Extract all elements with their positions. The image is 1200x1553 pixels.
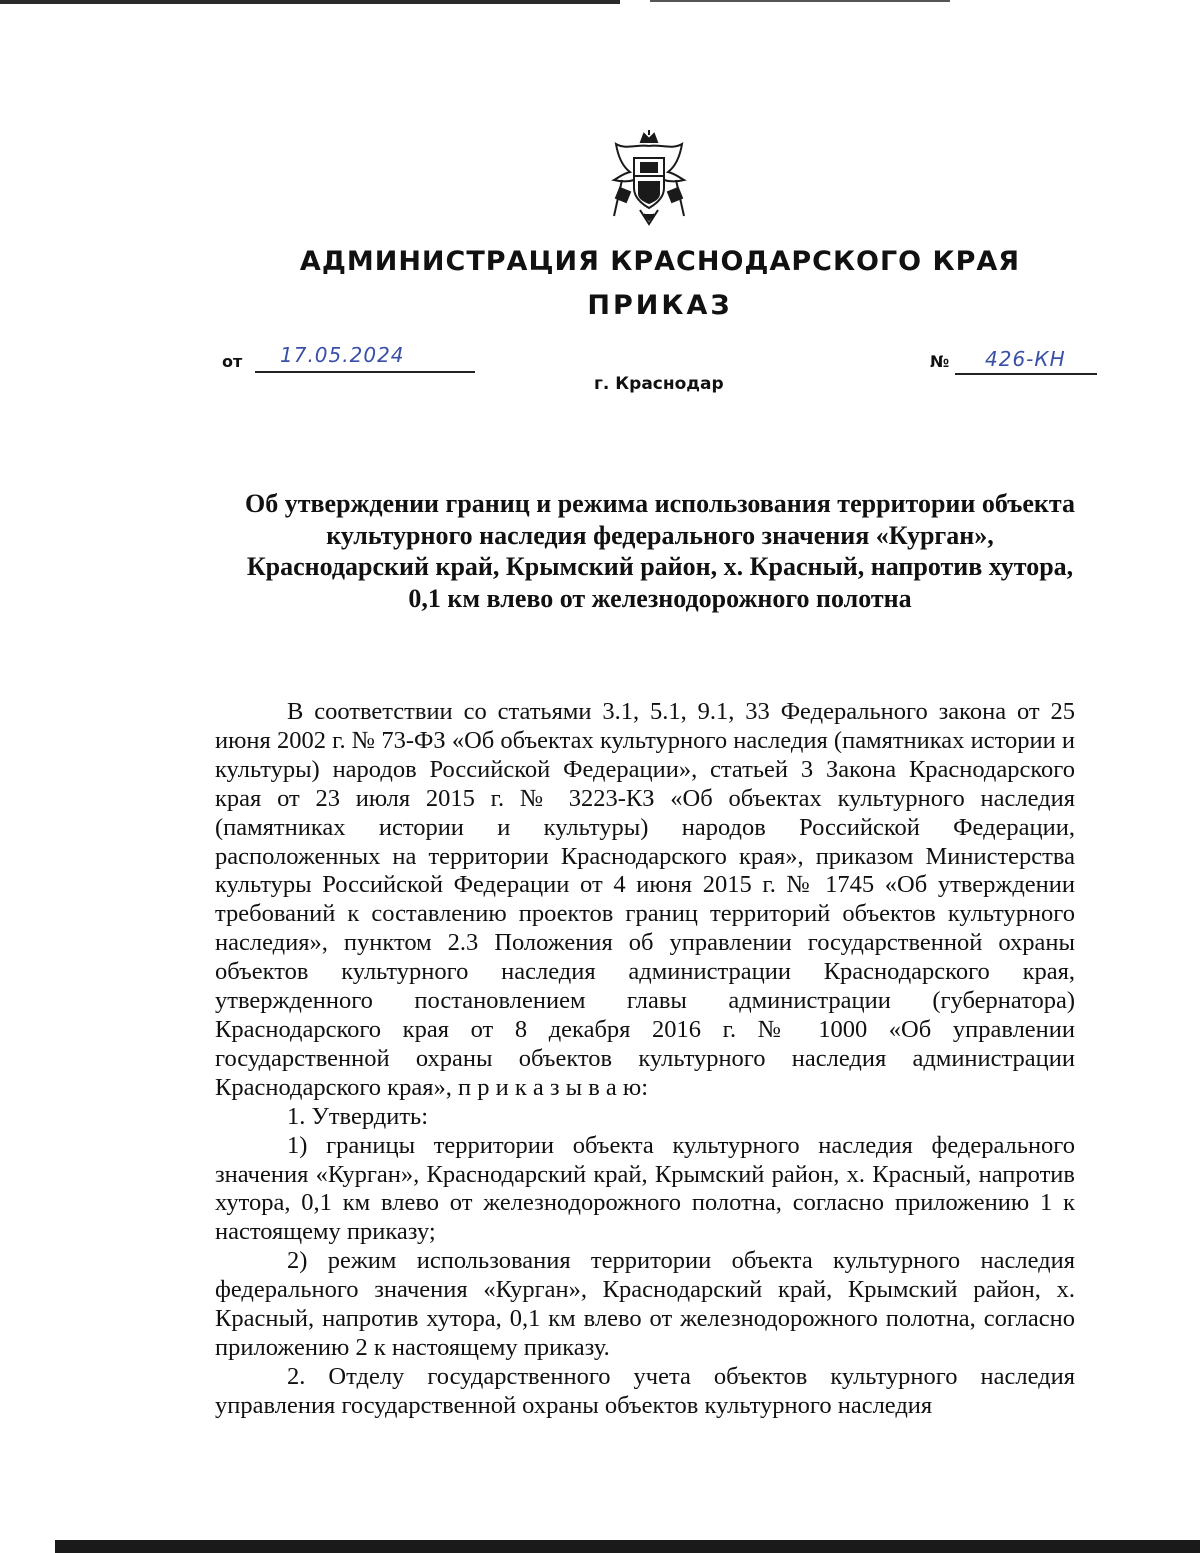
document-subject: Об утверждении границ и режима использования территории объекта культурного наследия федерального значения «Курган», Краснодарский край, Крымский район, х. Красный, напротив хутора, 0,1 км влево от железнодорожного полотна (245, 489, 1075, 613)
body-paragraph-item-2: 2. Отделу государственного учета объектов культурного наследия управления государственной охраны объектов культурного наследия (215, 1362, 1075, 1419)
coat-of-arms-icon (608, 130, 690, 226)
scan-edge-top (0, 0, 620, 4)
body-paragraph-preamble: В соответствии со статьями 3.1, 5.1, 9.1, 33 Федерального закона от 25 июня 2002 г. № 73-ФЗ «Об объектах культурного наследия (памятниках истории и культуры) народов Российской Федерации», статьей 3 Закона Краснодарского края от 23 июля 2015 г. № 3223-КЗ «Об объектах культурного наследия (памятниках истории и культуры) народов Российской Федерации, расположенных на территории Краснодарского края», приказом Министерства культуры Российской Федерации от 4 июня 2015 г. № 1745 «Об утверждении требований к составлению проектов границ территорий объектов культурного наследия», пунктом 2.3 Положения об управлении государственной охраны объектов культурного наследия администрации Краснодарского края, утвержденного постановлением главы администрации (губернатора) Краснодарского края от 8 декабря 2016 г. № 1000 «Об управлении государственной охраны объектов культурного наследия администрации Краснодарского края», п р и к а з ы в а ю: (215, 698, 1075, 1101)
city-name: г. Краснодар (594, 374, 724, 394)
scan-edge-bottom (55, 1540, 1200, 1553)
document-body (215, 698, 1075, 1421)
date-label: от (222, 352, 243, 371)
body-paragraph-item-1: 1. Утвердить: (287, 1102, 429, 1130)
handwritten-date: 17.05.2024 (280, 343, 405, 367)
organization-title: АДМИНИСТРАЦИЯ КРАСНОДАРСКОГО КРАЯ (299, 246, 1021, 277)
handwritten-number: 426-КН (985, 347, 1066, 371)
body-paragraph-subitem-1: 1) границы территории объекта культурного наследия федерального значения «Курган», Краснодарский край, Крымский район, х. Красный, напротив хутора, 0,1 км влево от железнодорожного полотна, согласно приложению 1 к настоящему приказу; (215, 1131, 1075, 1246)
body-paragraph-subitem-2: 2) режим использования территории объекта культурного наследия федерального значения «Курган», Краснодарский край, Крымский район, х. Красный, напротив хутора, 0,1 км влево от железнодорожного полотна, согласно приложению 2 к настоящему приказу. (215, 1247, 1075, 1361)
number-underline (955, 373, 1097, 375)
scan-edge-top-secondary (650, 0, 950, 2)
date-underline (255, 371, 475, 373)
number-label: № (930, 352, 950, 371)
document-type: ПРИКАЗ (587, 290, 733, 321)
